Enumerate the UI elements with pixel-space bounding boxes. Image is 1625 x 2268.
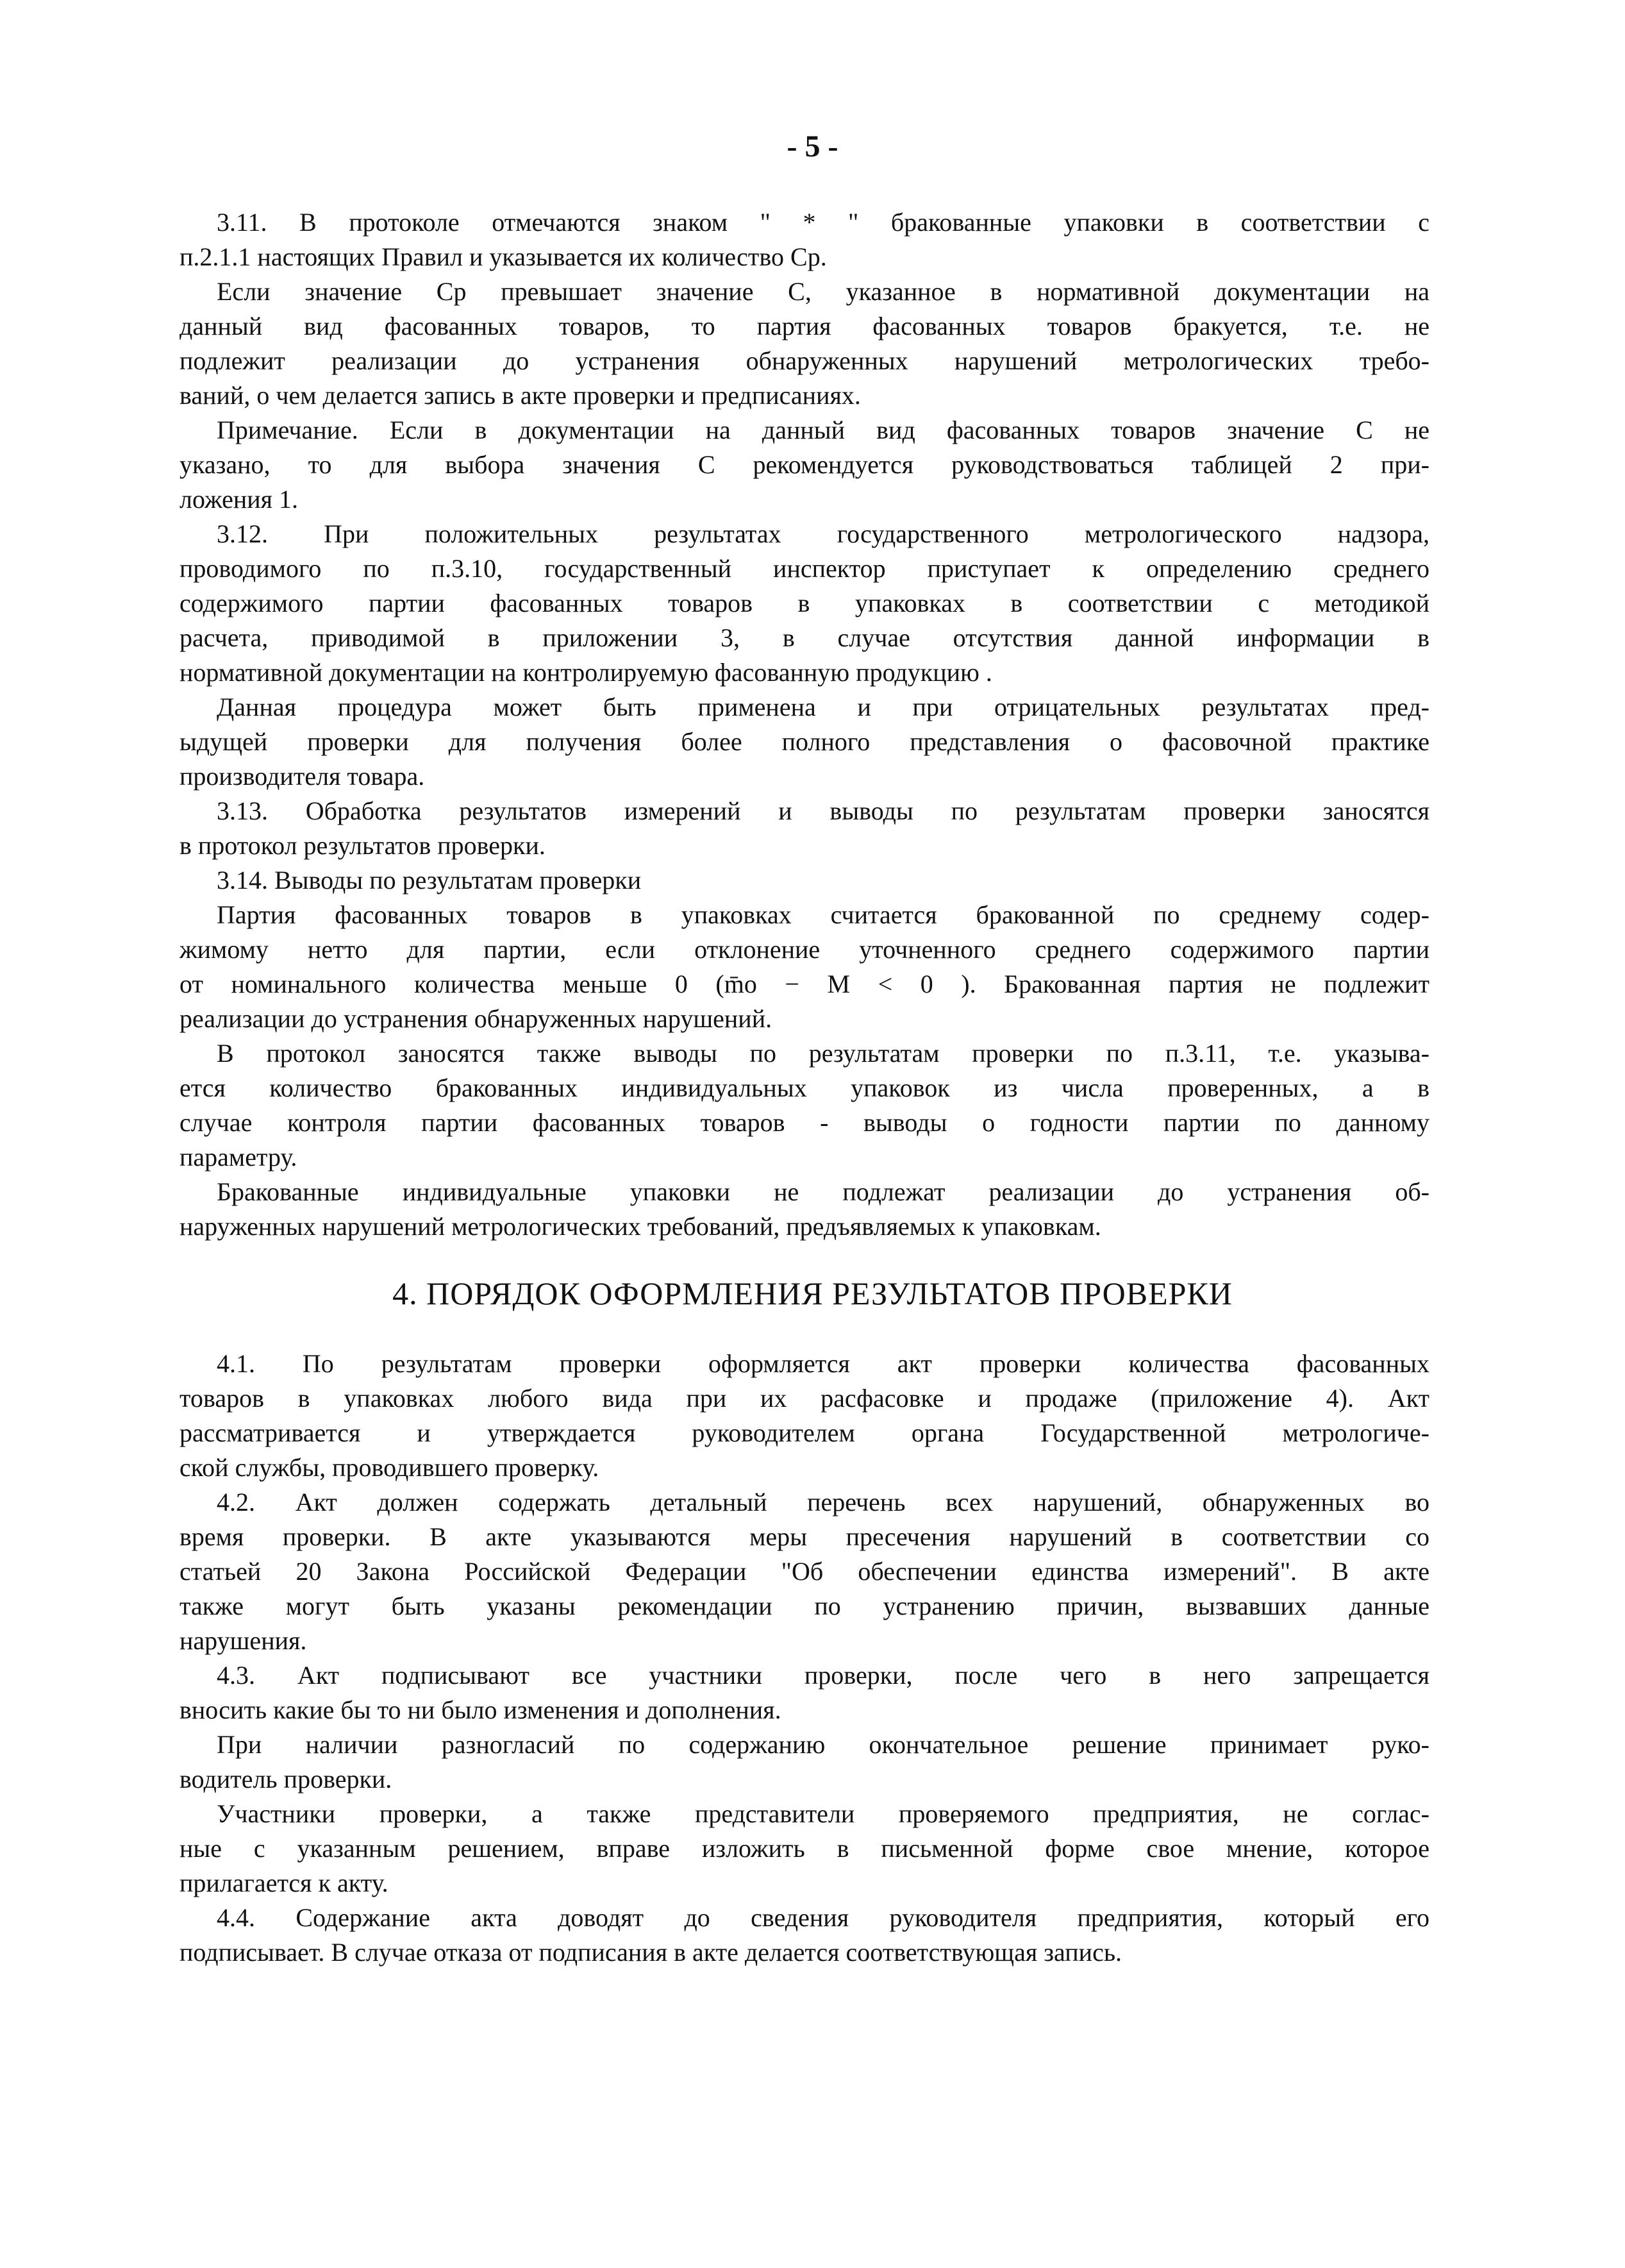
text-line: содержимого партии фасованных товаров в упаковках в соответствии с методикой	[179, 589, 1429, 617]
text-line: ыдущей проверки для получения более полного представления о фасовочной практике	[179, 727, 1429, 756]
text-line: подлежит реализации до устранения обнаруженных нарушений метрологических требо-	[179, 346, 1429, 375]
text-line: В протокол заносятся также выводы по результатам проверки по п.3.11, т.е. указыва-	[217, 1039, 1429, 1068]
text-line: прилагается к акту.	[179, 1869, 388, 1897]
text-line: также могут быть указаны рекомендации по устранению причин, вызвавших данные	[179, 1592, 1429, 1620]
text-line: ные с указанным решением, вправе изложить в письменной форме свое мнение, которое	[179, 1834, 1429, 1863]
text-line: Если значение Ср превышает значение С, указанное в нормативной документации на	[217, 277, 1429, 306]
text-line: указано, то для выбора значения С рекомендуется руководствоваться таблицей 2 при-	[179, 450, 1429, 479]
text-line: нарушения.	[179, 1626, 307, 1655]
text-line: Примечание. Если в документации на данный вид фасованных товаров значение С не	[217, 416, 1429, 444]
text-line: данный вид фасованных товаров, то партия фасованных товаров бракуется, т.е. не	[179, 312, 1429, 340]
text-line: ваний, о чем делается запись в акте проверки и предписаниях.	[179, 381, 861, 410]
text-line: Партия фасованных товаров в упаковках считается бракованной по среднему содер-	[217, 900, 1429, 929]
text-line: жимому нетто для партии, если отклонение уточненного среднего содержимого партии	[179, 935, 1429, 964]
text-line: реализации до устранения обнаруженных нарушений.	[179, 1004, 772, 1033]
text-line: параметру.	[179, 1143, 297, 1172]
text-line: 4.2. Акт должен содержать детальный перечень всех нарушений, обнаруженных во	[217, 1488, 1429, 1516]
text-line: ской службы, проводившего проверку.	[179, 1453, 599, 1482]
text-line: производителя товара.	[179, 762, 425, 791]
text-line: в протокол результатов проверки.	[179, 831, 546, 860]
text-line: расчета, приводимой в приложении 3, в случае отсутствия данной информации в	[179, 623, 1429, 652]
text-line: проводимого по п.3.10, государственный инспектор приступает к определению среднего	[179, 554, 1429, 583]
section-3-text	[179, 205, 1429, 1244]
text-line: ложения 1.	[179, 485, 299, 514]
text-line: Бракованные индивидуальные упаковки не подлежат реализации до устранения об-	[217, 1177, 1429, 1206]
text-line: время проверки. В акте указываются меры пресечения нарушений в соответствии со	[179, 1522, 1429, 1551]
text-line: наруженных нарушений метрологических требований, предъявляемых к упаковкам.	[179, 1212, 1101, 1241]
text-line: случае контроля партии фасованных товаров - выводы о годности партии по данному	[179, 1108, 1429, 1137]
text-line: от номинального количества меньше 0 (m̄o − M < 0 ). Бракованная партия не подлежит	[179, 970, 1429, 998]
text-line: 4.4. Содержание акта доводят до сведения руководителя предприятия, который его	[217, 1903, 1429, 1932]
section-4-title: 4. ПОРЯДОК ОФОРМЛЕНИЯ РЕЗУЛЬТАТОВ ПРОВЕРКИ	[392, 1275, 1233, 1311]
text-line: 3.11. В протоколе отмечаются знаком " * " бракованные упаковки в соответствии с	[217, 208, 1429, 237]
text-line: статьей 20 Закона Российской Федерации "Об обеспечении единства измерений". В акте	[179, 1557, 1429, 1586]
text-line: 3.14. Выводы по результатам проверки	[217, 866, 642, 895]
text-line: ется количество бракованных индивидуальных упаковок из числа проверенных, а в	[179, 1073, 1429, 1102]
text-line: Данная процедура может быть применена и при отрицательных результатах пред-	[217, 693, 1429, 721]
page-number: - 5 -	[787, 130, 838, 164]
section-4-text	[179, 1347, 1429, 1970]
text-line: товаров в упаковках любого вида при их расфасовке и продаже (приложение 4). Акт	[179, 1384, 1429, 1413]
text-line: 4.1. По результатам проверки оформляется акт проверки количества фасованных	[217, 1349, 1429, 1378]
text-line: нормативной документации на контролируемую фасованную продукцию .	[179, 658, 992, 687]
text-line: 3.12. При положительных результатах государственного метрологического надзора,	[217, 519, 1429, 548]
text-line: рассматривается и утверждается руководителем органа Государственной метрологиче-	[179, 1418, 1429, 1447]
text-line: При наличии разногласий по содержанию окончательное решение принимает руко-	[217, 1730, 1429, 1759]
text-line: вносить какие бы то ни было изменения и дополнения.	[179, 1695, 781, 1724]
text-line: 4.3. Акт подписывают все участники проверки, после чего в него запрещается	[217, 1661, 1429, 1690]
text-line: 3.13. Обработка результатов измерений и выводы по результатам проверки заносятся	[217, 796, 1429, 825]
text-line: п.2.1.1 настоящих Правил и указывается их количество Ср.	[179, 242, 827, 271]
text-line: Участники проверки, а также представители проверяемого предприятия, не соглас-	[217, 1799, 1429, 1828]
text-line: подписывает. В случае отказа от подписания в акте делается соответствующая запись.	[179, 1938, 1122, 1967]
text-line: водитель проверки.	[179, 1765, 392, 1793]
